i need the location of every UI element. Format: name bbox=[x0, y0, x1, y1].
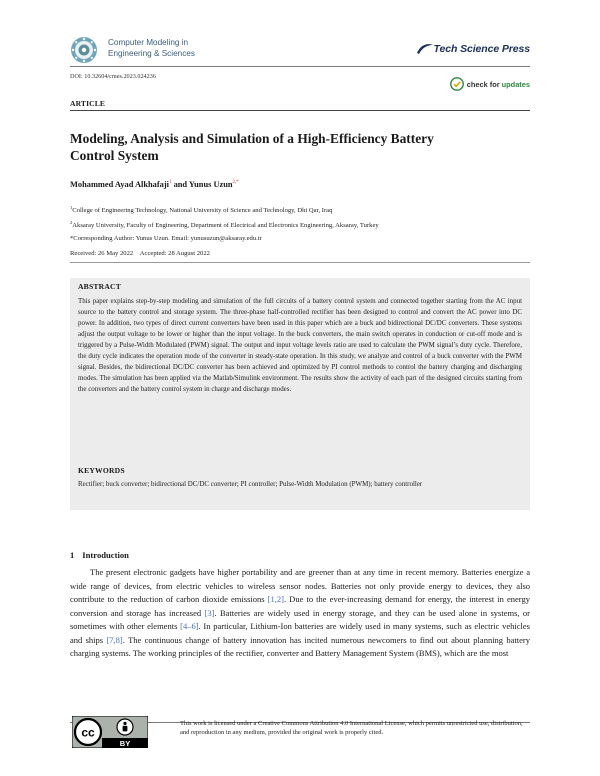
section-number: 1 bbox=[70, 550, 75, 560]
paper-title-line1: Modeling, Analysis and Simulation of a High-Efficiency Battery bbox=[70, 131, 434, 146]
dates-divider bbox=[70, 262, 530, 263]
publisher-swoosh-icon bbox=[416, 42, 434, 56]
citation-link[interactable]: [7,8] bbox=[106, 634, 123, 645]
article-dates bbox=[70, 250, 210, 257]
journal-logo bbox=[70, 36, 98, 64]
abstract-text: This paper explains step-by-step modeling and simulation of the full circuits of a battery control system and connected together starting from the AC input source to the battery control and storage system. The three-phase half-controlled rectifier has been designed to control and convert the AC power into DC power. In addition, two types of direct current converters have been used in this paper which are a buck and bidirectional DC/DC converters. These systems adjust the output voltage to be lower or higher than the input voltage. In the buck converters, the main switch operates in conduction or cut-off mode and is triggered by a Pulse-Width Modulated (PWM) signal. The output and input voltage levels ratio are used to calculate the PWM signal’s duty cycle. Therefore, the duty cycle indicates the operation mode of the converter in steady-state operation. In this study, we analyze and control of a buck converter with the PWM signal. Besides, the bidirectional DC/DC converter has been achieved and optimized by PI control methods to control the battery charging and discharging modes. The simulation has been applied via the Matlab/Simulink environment. The results show the activity of each part of the designed circuits starting from the converters and the battery control system in charge and discharge modes. bbox=[78, 297, 522, 394]
creative-commons-badge[interactable] bbox=[72, 716, 148, 748]
citation-link[interactable]: [3] bbox=[204, 607, 215, 618]
keywords-heading: KEYWORDS bbox=[78, 466, 125, 475]
journal-name bbox=[108, 38, 195, 59]
article-type: ARTICLE bbox=[70, 99, 106, 108]
article-type-divider bbox=[70, 110, 530, 111]
check-for-updates-badge[interactable] bbox=[450, 77, 530, 91]
journal-name-line2: Engineering & Sciences bbox=[108, 48, 195, 58]
author-2-affiliation-mark: 2,* bbox=[232, 180, 239, 186]
abstract-heading: ABSTRACT bbox=[78, 282, 121, 291]
section-title: Introduction bbox=[82, 550, 129, 560]
introduction-paragraph: The present electronic gadgets have higher portability and are greener than at any time in recent memory. Batteries energize a wide range of devices, from electric vehicles to wireless sensor nodes. Batteries not only provide energy to devices, they also contribute to the reduction of carbon dioxide emissions [1,2]. Due to the ever-increasing demand for energy, the interest in energy conversion and storage has increased [3]. Batteries are widely used in energy storage, and they can be used alone in systems, or sometimes with other elements [4–6]. In particular, Lithium-Ion batteries are widely used in many systems, such as electric vehicles and ships [7,8]. The continuous change of battery innovation has incited numerous newcomers to find out about planning battery charging systems. The working principles of the rectifier, converter and Battery Management System (BMS), which are the most bbox=[70, 567, 530, 659]
citation-link[interactable]: [4–6] bbox=[180, 621, 199, 632]
received-date: Received: 26 May 2022 bbox=[70, 250, 134, 257]
section-heading-introduction bbox=[70, 550, 129, 560]
accepted-date: Accepted: 28 August 2022 bbox=[139, 250, 210, 257]
doi[interactable]: DOI: 10.32604/cmes.2023.024236 bbox=[70, 73, 156, 80]
publisher-logo bbox=[416, 40, 530, 58]
author-1[interactable]: Mohammed Ayad Alkhafaji bbox=[70, 180, 169, 189]
by-label: BY bbox=[119, 739, 131, 748]
header-divider bbox=[70, 66, 530, 67]
license-text: This work is licensed under a Creative Commons Attribution 4.0 International License, which permits unrestricted use, distribution, and reproduction in any medium, provided the original work is properly cited. bbox=[180, 720, 523, 737]
paper-title bbox=[70, 131, 510, 164]
publisher-name: Tech Science Press bbox=[433, 43, 530, 55]
author-list bbox=[70, 180, 239, 189]
affiliation-1: $^1$College of Engineering Technology, National University of Science and Technology, Dhi Qar, Iraq bbox=[70, 205, 333, 215]
author-1-affiliation-mark: 1 bbox=[168, 180, 172, 186]
journal-name-line1: Computer Modeling in bbox=[108, 38, 189, 47]
check-updates-icon bbox=[450, 77, 464, 91]
author-2[interactable]: Yunus Uzun bbox=[188, 180, 233, 189]
cc-icon-label: cc bbox=[81, 725, 95, 740]
keywords-text: Rectifier; buck converter; bidirectional DC/DC converter; PI controller; Pulse-Width Modulation (PWM); battery controller bbox=[78, 480, 423, 488]
paper-title-line2: Control System bbox=[70, 147, 159, 163]
check-updates-label: check for updates bbox=[466, 79, 530, 89]
affiliation-2: $^2$Aksaray University, Faculty of Engineering, Department of Electrical and Electronics Engineering, Aksaray, Turkey bbox=[70, 220, 379, 230]
corresponding-author: *Corresponding Author: Yunus Uzun. Email: yunusuzun@aksaray.edu.tr bbox=[70, 235, 262, 242]
citation-link[interactable]: [1,2] bbox=[267, 594, 284, 605]
author-separator: and bbox=[171, 180, 189, 189]
